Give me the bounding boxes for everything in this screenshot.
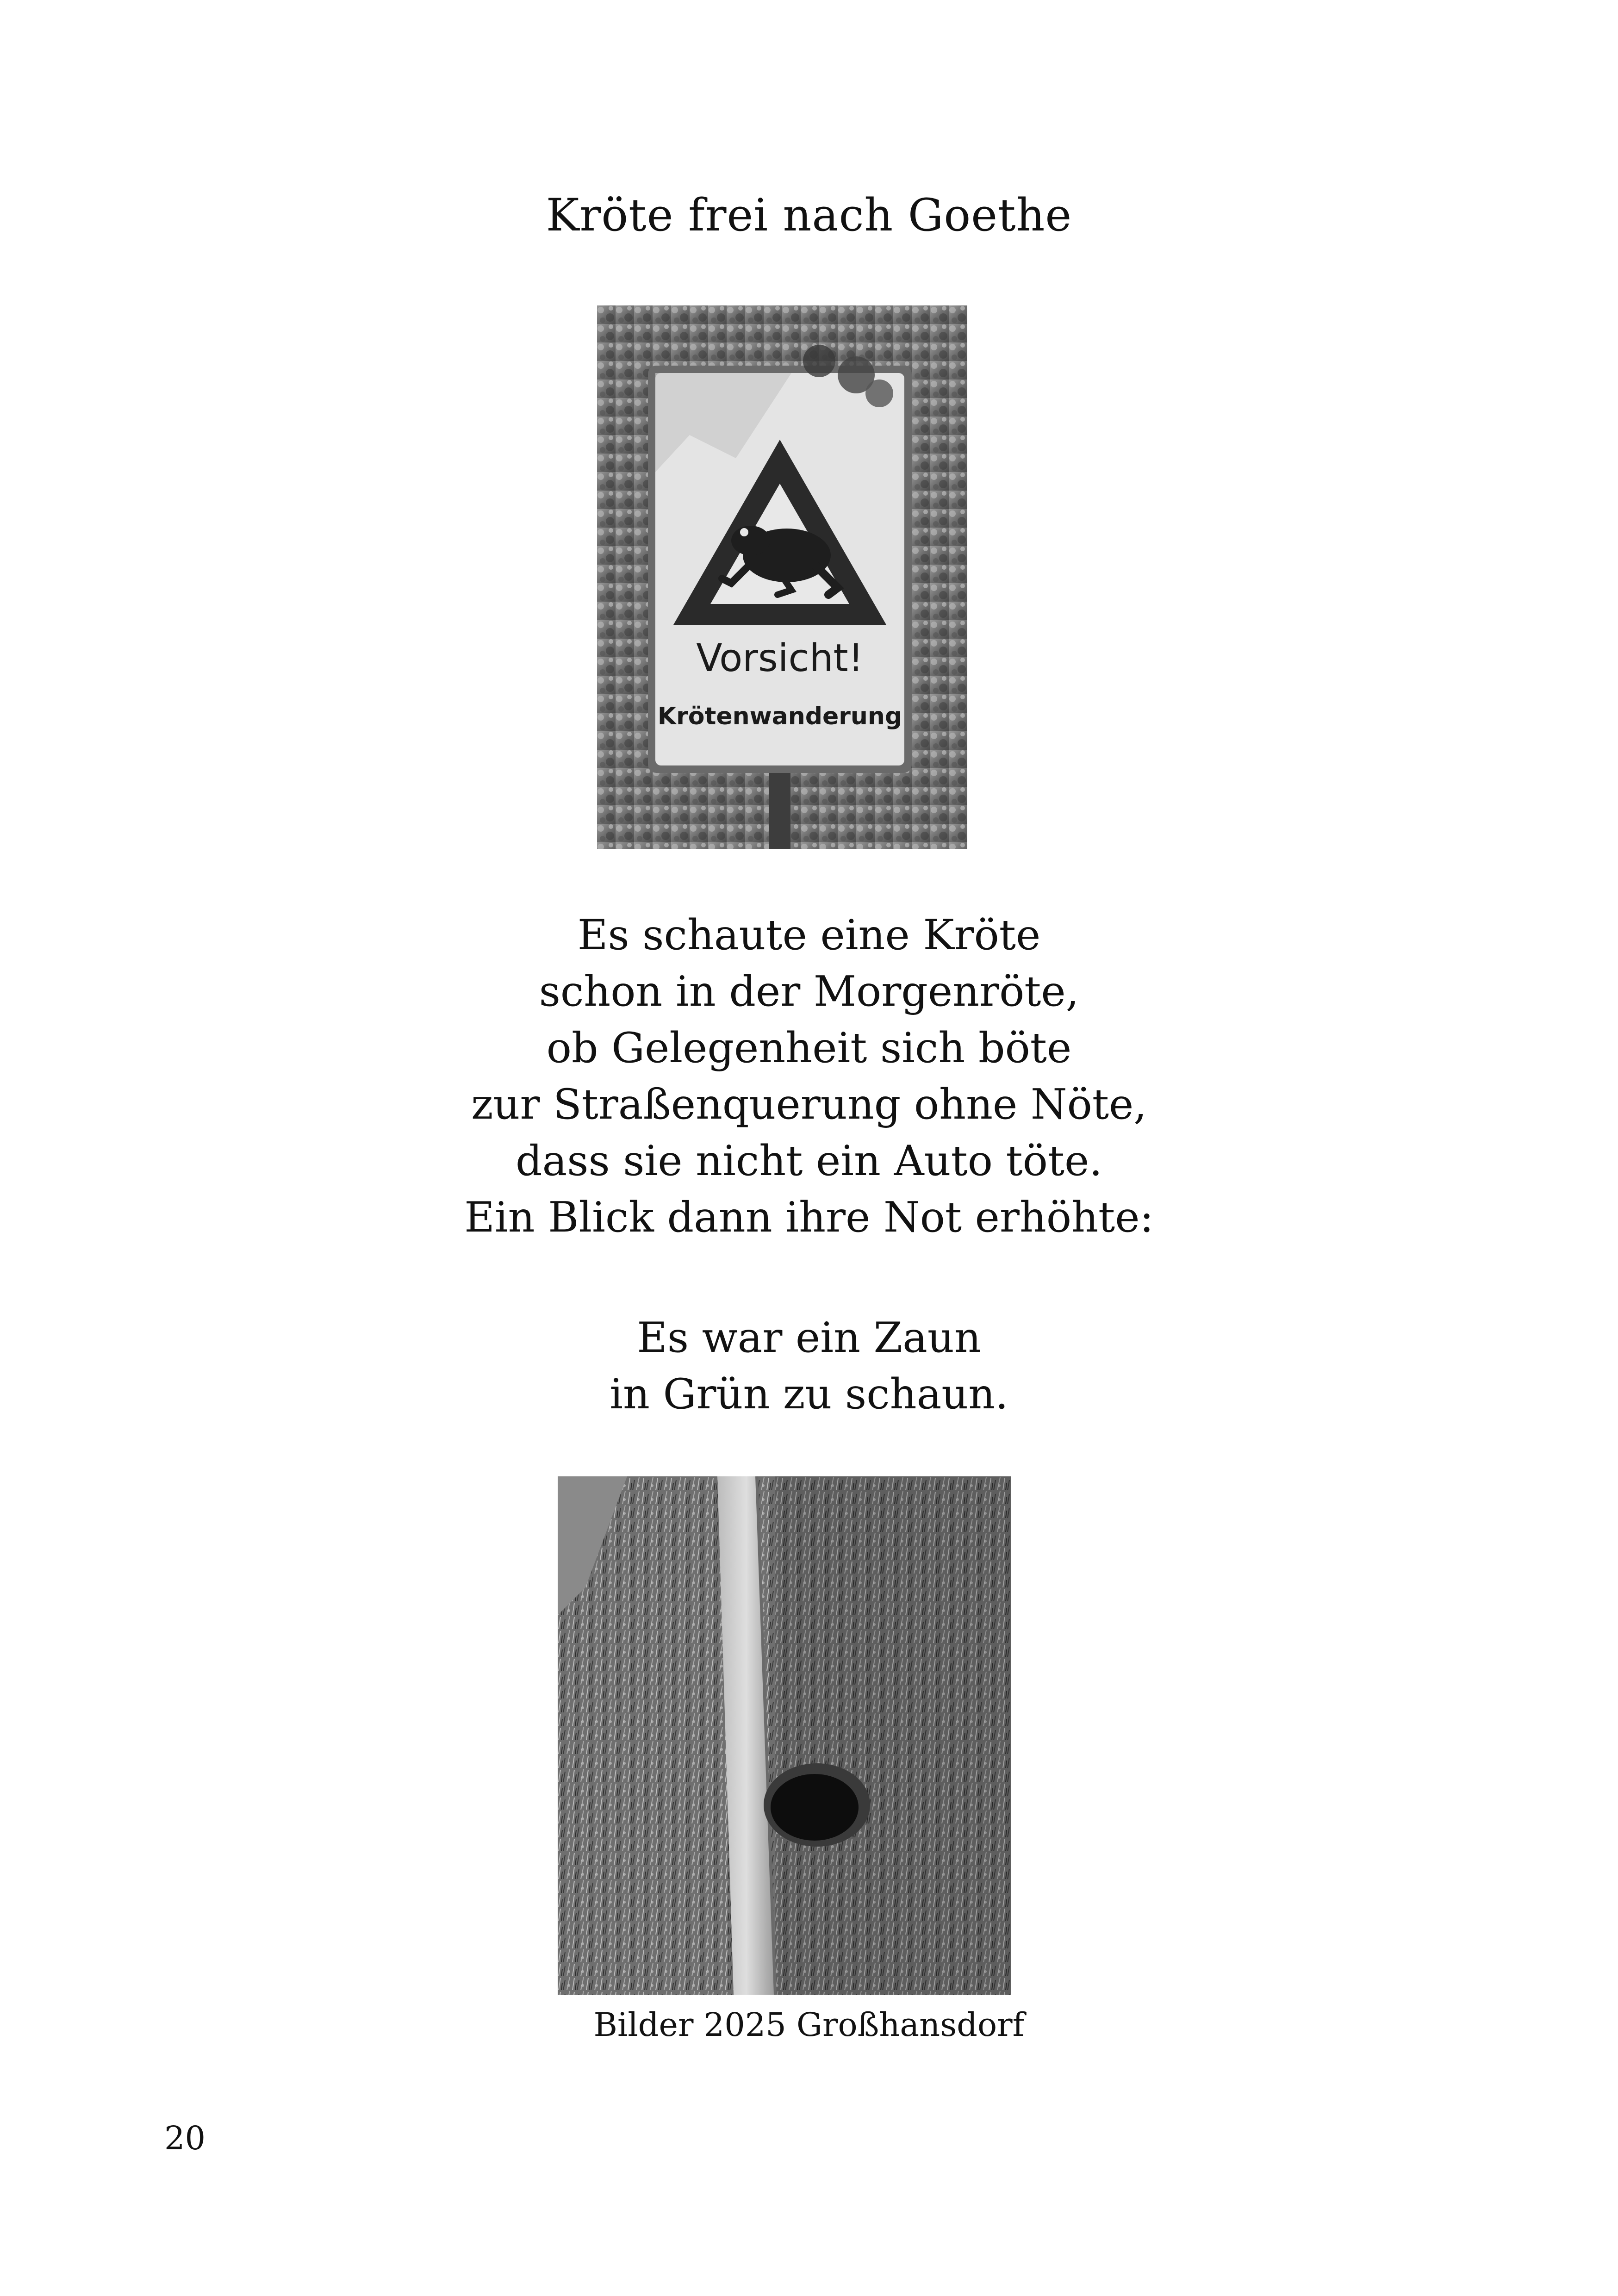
toad-warning-sign-photo [597,305,967,849]
sign-photo-illustration [597,305,967,849]
poem-line: Ein Blick dann ihre Not erhöhte: [464,1193,1154,1242]
poem-line: zur Straßenquerung ohne Nöte, [471,1080,1147,1129]
page-number: 20 [164,2119,206,2157]
poem-line: ob Gelegenheit sich böte [546,1024,1072,1072]
sign-post [769,768,790,849]
bucket-opening [771,1774,859,1841]
poem-line: Es schaute eine Kröte [577,911,1041,959]
poem-line: Es war ein Zaun [637,1313,981,1362]
poem-line: schon in der Morgenröte, [539,967,1079,1016]
poem-title: Kröte frei nach Goethe [546,189,1072,241]
sign-text-krotenwanderung: Krötenwanderung [657,703,902,730]
poem-line: dass sie nicht ein Auto töte. [516,1137,1102,1185]
toad-fence-photo [558,1476,1011,1995]
poem-line: in Grün zu schaun. [610,1370,1008,1419]
poem-stanza-2 [0,1310,1618,1423]
photo-caption: Bilder 2025 Großhansdorf [593,2006,1025,2044]
sign-text-vorsicht: Vorsicht! [696,636,864,680]
poem-stanza-1 [0,907,1618,1246]
fence-photo-illustration [558,1476,1011,1995]
